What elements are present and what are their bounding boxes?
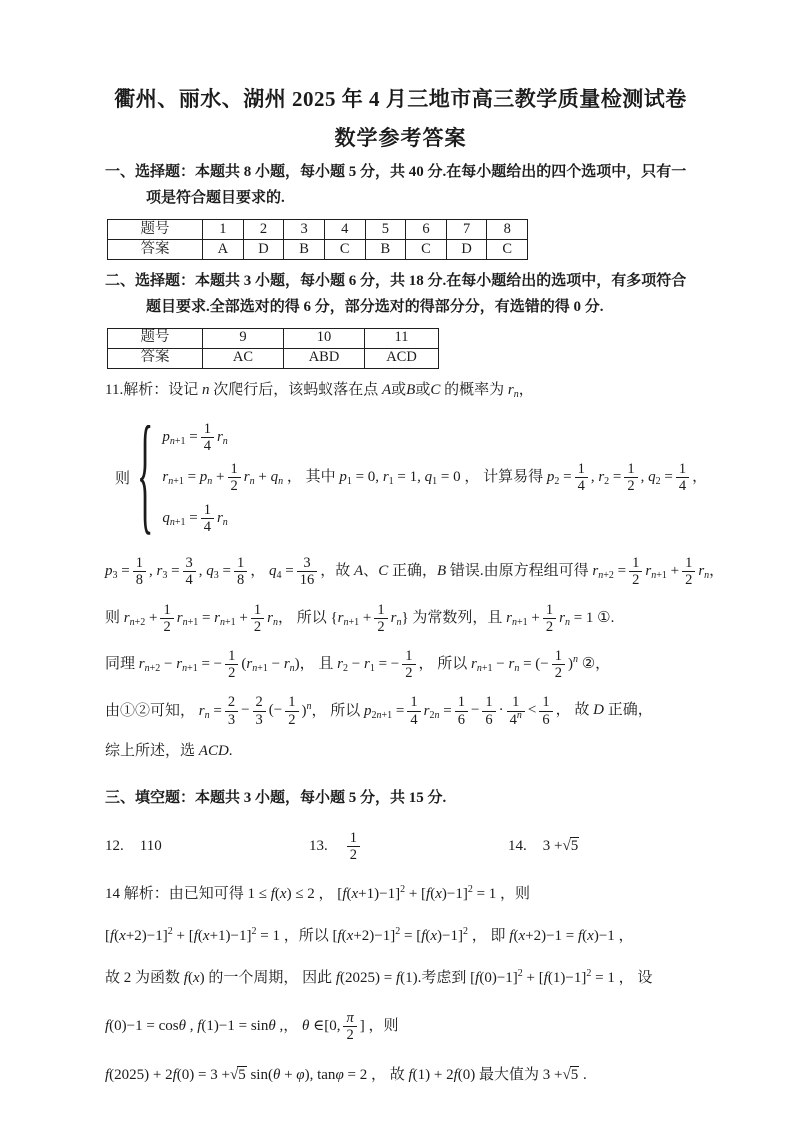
math-m: ， — [692, 469, 708, 486]
table-cell: B — [365, 240, 406, 260]
table-header-cell: 题号 — [108, 220, 203, 240]
math-m: − — [470, 702, 480, 719]
math-frac: $\frac{1}{8}$ — [133, 555, 146, 588]
table-row — [108, 348, 439, 368]
table-cell: A — [203, 240, 244, 260]
math-m: 14 解析：由已知可得 1 ≤ f(x) ≤ 2 ， $[f(x+1)-1]^2 + [f(x)-1]^2 = 1$ ，则 — [105, 884, 531, 903]
math-m: )$^n$ ②， — [567, 654, 611, 673]
math-frac: $\frac{1}{2}$ — [251, 602, 264, 635]
math-m: $r_{n+1}$ + — [645, 563, 680, 582]
math-sqrt: √5 — [229, 1066, 246, 1083]
table-row — [108, 220, 528, 240]
solution11-conclusion — [105, 741, 696, 762]
table-cell: 2 — [243, 220, 284, 240]
math-m: ， 其中 $p_1 = 0$, $r_1 = 1$, $q_1 = 0$ ， 计算易得 $p_2$ = — [286, 469, 572, 488]
math-m: 11.解析：设记 n 次爬行后，该蚂蚁落在点 A或B或C 的概率为 $r_n$， — [105, 381, 534, 400]
math-m: θ , f(1)−1 = — [178, 1018, 248, 1035]
equation-system — [115, 403, 708, 549]
equation-line — [162, 502, 707, 535]
solution11-line — [105, 555, 725, 589]
table-cell: 5 — [365, 220, 406, 240]
math-m: φ = 2 ， 故 f(1) + 2f(0) 最大值为 3 + — [335, 1066, 563, 1083]
math-m: − — [241, 702, 250, 719]
math-t: sin( — [246, 1066, 273, 1083]
math-frac: $\frac{1}{4}$ — [575, 461, 588, 494]
table-cell: 4 — [324, 220, 365, 240]
table-cell: C — [406, 240, 447, 260]
math-m: $r_n$， 所以 {$r_{n+1}$ + — [267, 609, 372, 628]
math-frac: $\frac{1}{4}$ — [201, 502, 214, 535]
math-m: 则 $r_{n+2}$ + — [105, 609, 158, 628]
fill-in-answers — [105, 830, 696, 863]
system-equations — [162, 414, 707, 542]
math-m: ， 所以 $r_{n+1} - r_n$ = (− — [418, 656, 549, 675]
math-m: ， 故 D 正确， — [555, 702, 653, 719]
math-m: $r_n$ — [216, 428, 228, 447]
math-frac: $\frac{1}{2}$ — [285, 694, 298, 727]
equation — [162, 461, 284, 495]
math-sqrt: √5 — [562, 837, 579, 854]
math-m: $p_{n+1}$ = — [162, 428, 198, 447]
table-cell: 1 — [203, 220, 244, 240]
math-m: $r_n$} 为常数列，且 $r_{n+1}$ + — [390, 609, 540, 628]
table-cell: C — [324, 240, 365, 260]
math-frac: $\frac{3}{4}$ — [183, 555, 196, 588]
math-m: )$^n$， 所以 $p_{2n+1}$ = — [301, 700, 405, 721]
math-m: f(0)−1 = — [105, 1018, 155, 1035]
math-m: $r_n$， — [698, 563, 725, 582]
math-m: $r_{2n}$ = — [423, 702, 452, 721]
solution-11 — [105, 380, 725, 762]
answer-number: 14. — [508, 837, 527, 854]
solution14-line — [105, 1010, 696, 1043]
math-frac: $\frac{\pi}{2}$ — [343, 1010, 356, 1043]
math-frac: $\frac{1}{2}$ — [402, 648, 415, 681]
math-m: $r_{n+1} = p_n$ + — [162, 469, 225, 488]
math-m: $r_n + q_n$ — [243, 469, 284, 488]
math-frac: $\frac{1}{2}$ — [629, 555, 642, 588]
math-frac: $\frac{1}{2}$ — [228, 461, 241, 494]
answer-12 — [105, 838, 309, 855]
math-m: , $q_2$ = — [640, 469, 673, 488]
section3-heading: 三、填空题：本题共 3 小题，每小题 5 分，共 15 分. — [105, 789, 447, 806]
answer-value — [140, 838, 162, 855]
math-m: θ + φ — [272, 1066, 305, 1083]
solution11-line — [105, 602, 696, 635]
solution14-line — [105, 1065, 696, 1086]
solution14-line — [105, 884, 696, 905]
table-cell: 6 — [406, 220, 447, 240]
math-frac: $\frac{1}{2}$ — [225, 648, 238, 681]
answer-number: 12. — [105, 837, 124, 854]
math-m: $q_{n+1}$ = — [162, 509, 198, 528]
math-frac: $\frac{1}{4}$ — [201, 421, 214, 454]
answer-table-2 — [107, 328, 439, 369]
math-frac: $\frac{1}{6}$ — [539, 694, 552, 727]
solution-14 — [105, 884, 696, 1085]
table-cell: AC — [203, 348, 284, 368]
math-m: · — [498, 702, 504, 719]
solution11-intro — [105, 380, 696, 401]
math-m: 由①②可知， $r_n$ = — [105, 702, 222, 721]
table-cell: 9 — [203, 328, 284, 348]
solution14-line — [105, 968, 696, 989]
solution14-line — [105, 926, 696, 947]
math-frac: $\frac{2}{3}$ — [225, 694, 238, 727]
math-frac: $\frac{1}{2}$ — [682, 555, 695, 588]
math-m: 故 2 为函数 f(x) 的一个周期， 因此 f(2025) = f(1).考虑到 $[f(0)-1]^2 + [f(1)-1]^2 = 1$ ， 设 — [105, 968, 653, 987]
math-m: 3 + — [542, 837, 563, 854]
table-cell: D — [446, 240, 487, 260]
answer-value — [543, 838, 579, 855]
math-frac: $\frac{1}{4}$ — [407, 694, 420, 727]
math-frac: $\frac{1}{2}$ — [552, 648, 565, 681]
math-m: 110 — [139, 837, 162, 854]
equation-tail — [286, 461, 708, 495]
section1-heading: 一、选择题：本题共 8 小题，每小题 5 分，共 40 分.在每小题给出的四个选项中，只有一项是符合题目要求的. — [105, 164, 687, 207]
table-header-cell: 答案 — [108, 348, 203, 368]
math-sqrt: √5 — [562, 1066, 579, 1083]
math-frac: $\frac{1}{2}$ — [160, 602, 173, 635]
math-frac: $\frac{1}{6}$ — [482, 694, 495, 727]
solution11-line — [105, 648, 696, 681]
table-cell: 7 — [446, 220, 487, 240]
math-m: f(2025) + 2f(0) = 3 + — [105, 1066, 230, 1083]
answer-14 — [508, 838, 579, 855]
table-cell: C — [487, 240, 528, 260]
solution11-line — [105, 694, 696, 727]
table-cell: 8 — [487, 220, 528, 240]
math-m: $r_n = 1$ ①. — [559, 609, 615, 628]
table-row — [108, 328, 439, 348]
math-m: ] ，则 — [359, 1018, 399, 1035]
table-cell: 10 — [284, 328, 365, 348]
math-m: $p_3$ = — [105, 563, 130, 582]
math-m: (− — [268, 702, 283, 719]
math-m: $r_n$ — [216, 509, 228, 528]
math-m: $(r_{n+1} - r_n)$， 且 $r_2 - r_1$ = − — [241, 656, 400, 675]
math-frac: $\frac{1}{4^n}$ — [507, 694, 525, 727]
table-header-cell: 答案 — [108, 240, 203, 260]
answer-number: 13. — [309, 837, 328, 854]
math-m: ， $q_4$ = — [250, 563, 294, 582]
math-frac: $\frac{1}{8}$ — [234, 555, 247, 588]
equation-line — [162, 461, 707, 494]
page-title: 衢州、丽水、湖州 2025 年 4 月三地市高三教学质量检测试卷 — [114, 87, 687, 111]
math-m: $r_{n+1} = r_{n+1}$ + — [176, 609, 248, 628]
math-frac: $\frac{3}{16}$ — [297, 555, 318, 588]
math-m: , $q_3$ = — [198, 563, 231, 582]
table-cell: ACD — [365, 348, 439, 368]
table-cell: B — [284, 240, 325, 260]
table-cell: D — [243, 240, 284, 260]
math-m: 综上所述，选 ACD. — [105, 742, 233, 759]
math-frac: $\frac{1}{2}$ — [374, 602, 387, 635]
table-cell: 3 — [284, 220, 325, 240]
page-subtitle: 数学参考答案 — [334, 126, 467, 151]
math-m: 同理 $r_{n+2} - r_{n+1}$ = − — [105, 656, 223, 675]
table-cell: ABD — [284, 348, 365, 368]
answer-13 — [309, 830, 508, 863]
table-header-cell: 题号 — [108, 328, 203, 348]
math-m: θ ,， θ ∈[0, — [268, 1018, 341, 1035]
math-frac: $\frac{1}{6}$ — [455, 694, 468, 727]
math-m: , $r_2$ = — [590, 469, 622, 488]
math-t: sin — [247, 1018, 269, 1035]
math-t: ), tan — [304, 1066, 336, 1083]
section2-heading: 二、选择题：本题共 3 小题，每小题 6 分，共 18 分.在每小题给出的选项中，有多项符合题目要求.全部选对的得 6 分，部分选对的得部分分，有选错的得 0 分. — [105, 273, 687, 315]
answer-value — [344, 830, 363, 863]
table-cell: 11 — [365, 328, 439, 348]
math-m: ，故 A、C 正确，B 错误.由原方程组可得 $r_{n+2}$ = — [320, 563, 627, 582]
math-m: < — [527, 702, 537, 719]
math-frac: $\frac{1}{2}$ — [347, 830, 360, 863]
math-frac: $\frac{1}{2}$ — [624, 461, 637, 494]
equation-line — [162, 421, 707, 454]
math-frac: $\frac{2}{3}$ — [253, 694, 266, 727]
math-frac: $\frac{1}{4}$ — [676, 461, 689, 494]
system-lead: 则 — [115, 471, 131, 488]
math-t: cos — [154, 1018, 179, 1035]
math-m: . — [579, 1066, 587, 1083]
math-m: $[f(x+2)-1]^2 + [f(x+1)-1]^2 = 1$ ，所以 $[f(x+2)-1]^2 = [f(x)-1]^2$ ， 即 f(x+2)−1 = f(x)−1 ， — [105, 926, 634, 945]
math-m: , $r_3$ = — [148, 563, 180, 582]
math-frac: $\frac{1}{2}$ — [543, 602, 556, 635]
answer-table-1 — [107, 219, 528, 260]
table-row — [108, 240, 528, 260]
left-brace: { — [137, 403, 154, 549]
